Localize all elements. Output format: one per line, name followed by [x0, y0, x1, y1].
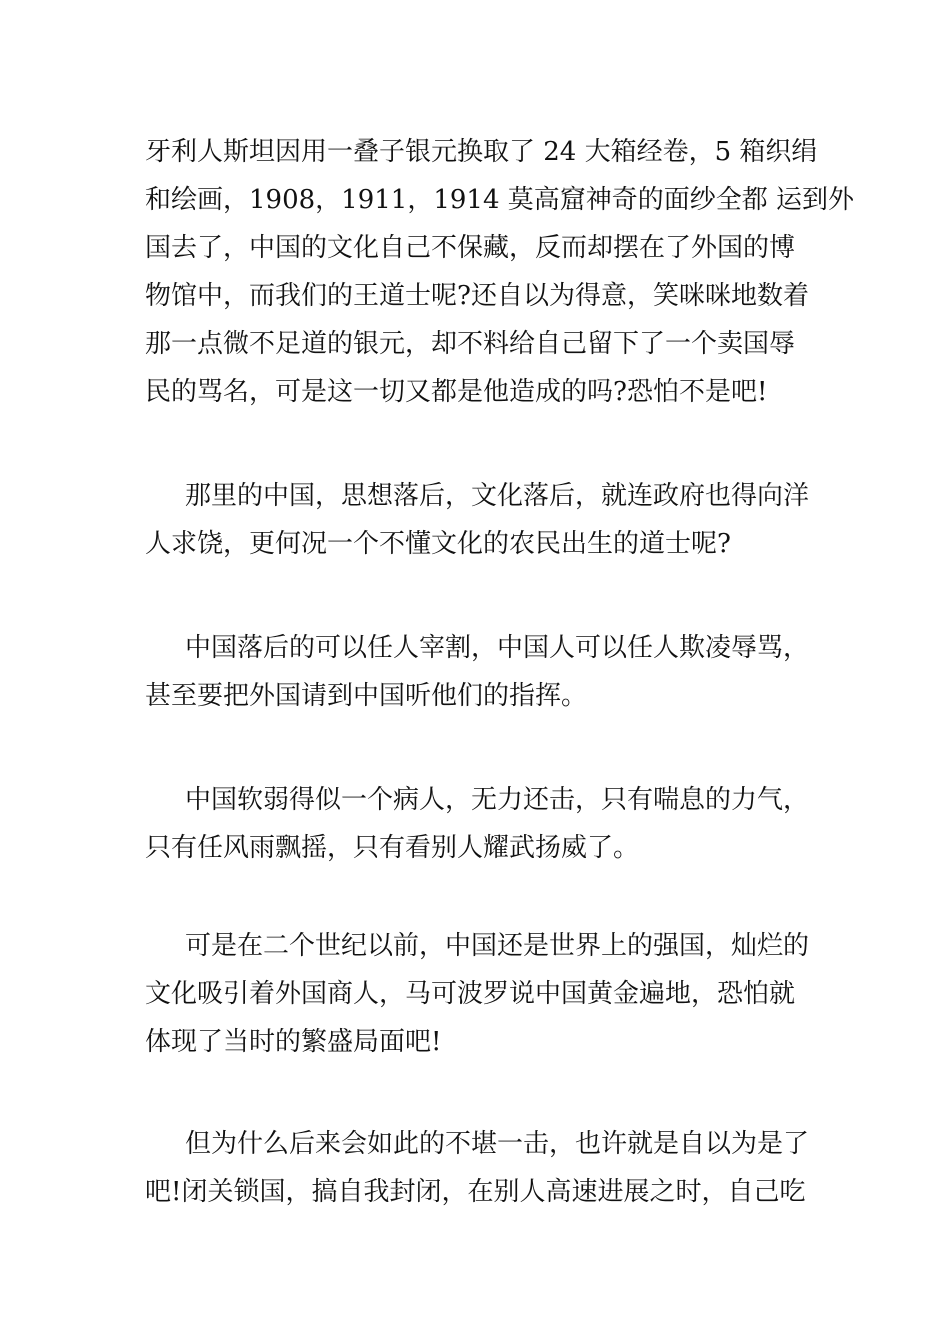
paragraph-line: 那里的中国，思想落后，文化落后，就连政府也得向洋: [185, 481, 810, 511]
paragraph-line: 只有任风雨飘摇，只有看别人耀武扬威了。: [145, 833, 640, 863]
paragraph-line: 中国落后的可以任人宰割，中国人可以任人欺凌辱骂，: [185, 633, 810, 663]
paragraph-line: 人求饶，更何况一个不懂文化的农民出生的道士呢?: [145, 529, 731, 559]
paragraph-line: 中国软弱得似一个病人，无力还击，只有喘息的力气，: [185, 785, 810, 815]
paragraph-5: [145, 922, 815, 1066]
paragraph-line: 甚至要把外国请到中国听他们的指挥。: [145, 681, 588, 711]
paragraph-line: 吧!闭关锁国，搞自我封闭，在别人高速进展之时，自己吃: [145, 1177, 806, 1207]
paragraph-line: 民的骂名，可是这一切又都是他造成的吗?恐怕不是吧!: [145, 377, 768, 407]
paragraph-line: 但为什么后来会如此的不堪一击，也许就是自以为是了: [185, 1129, 810, 1159]
paragraph-3: [145, 624, 815, 720]
paragraph-line: 物馆中，而我们的王道士呢?还自以为得意，笑咪咪地数着: [145, 281, 809, 311]
paragraph-line: 和绘画，1908，1911，1914 莫高窟神奇的面纱全都 运到外: [145, 185, 855, 215]
paragraph-4: [145, 776, 815, 872]
paragraph-line: 可是在二个世纪以前，中国还是世界上的强国，灿烂的: [185, 931, 810, 961]
paragraph-2: [145, 472, 815, 568]
paragraph-1: [145, 128, 855, 416]
paragraph-line: 体现了当时的繁盛局面吧!: [145, 1027, 442, 1057]
paragraph-line: 文化吸引着外国商人，马可波罗说中国黄金遍地，恐怕就: [145, 979, 796, 1009]
paragraph-line: 那一点微不足道的银元，却不料给自己留下了一个卖国辱: [145, 329, 796, 359]
paragraph-line: 牙利人斯坦因用一叠子银元换取了 24 大箱经卷，5 箱织绢: [145, 137, 818, 167]
paragraph-line: 国去了，中国的文化自己不保藏，反而却摆在了外国的博: [145, 233, 796, 263]
paragraph-6: [145, 1120, 815, 1216]
